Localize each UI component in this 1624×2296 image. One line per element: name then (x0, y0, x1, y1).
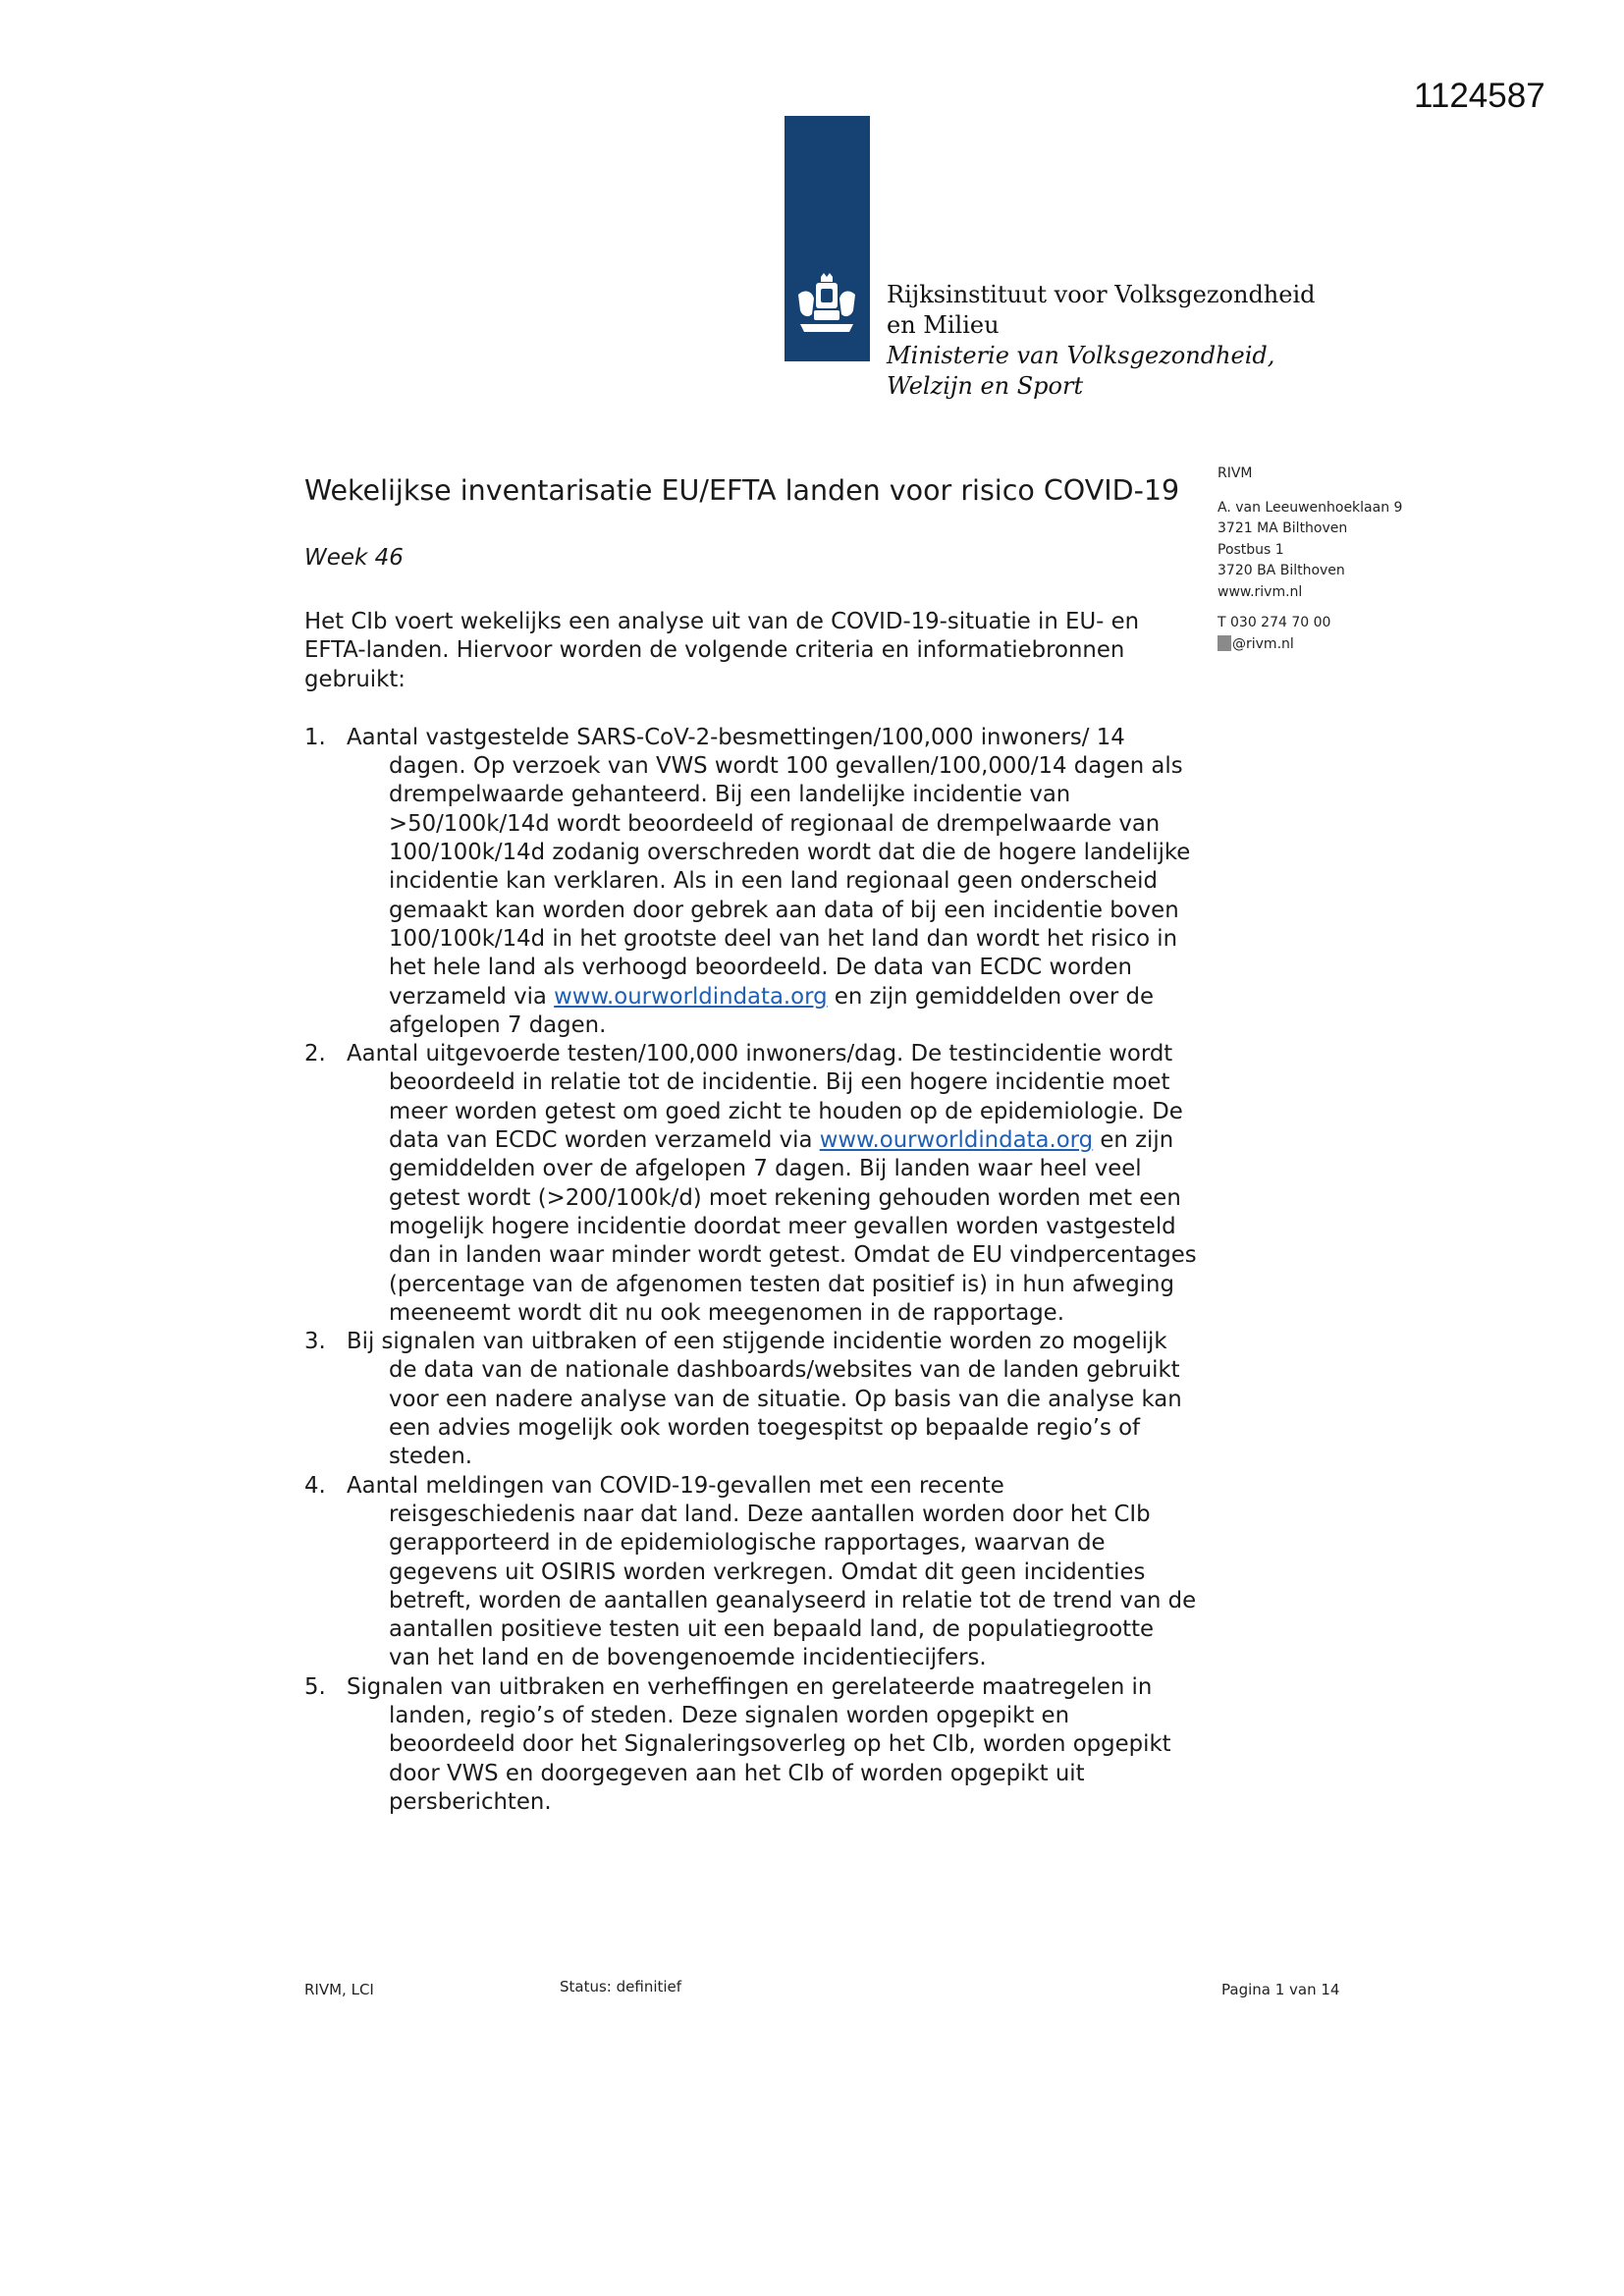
website: www.rivm.nl (1218, 583, 1303, 600)
intro-paragraph: Het CIb voert wekelijks een analyse uit van de COVID-19-situatie in EU- en EFTA-landen. Hiervoor worden de volgende criteria en informatiebronnen gebruikt: (304, 609, 1140, 692)
address-line: Postbus 1 (1218, 541, 1284, 558)
list-item (304, 1673, 1198, 1817)
address-line: A. van Leeuwenhoeklaan 9 (1218, 499, 1403, 516)
criteria-list (304, 724, 1198, 1817)
footer-page-number: Pagina 1 van 14 (1221, 1981, 1340, 1998)
org-line-1: Rijksinstituut voor Volksgezondheid (887, 281, 1316, 308)
org-line-2: en Milieu (887, 311, 1000, 339)
list-item (304, 1040, 1198, 1328)
list-number: 1. (304, 724, 326, 750)
email-suffix: @rivm.nl (1232, 635, 1294, 652)
list-item (304, 724, 1198, 1040)
ministry-line-2: Welzijn en Sport (887, 372, 1084, 400)
criterion-text: Signalen van uitbraken en verheffingen en gerelateerde maatregelen in landen, regio’s of steden. Deze signalen worden opgepikt en beoordeeld door het Signaleringsoverleg op het CIb, worden opgepikt door VWS en doorgegeven aan het CIb of worden opgepikt uit persberichten. (347, 1673, 1171, 1815)
ministry-line-1: Ministerie van Volksgezondheid, (887, 342, 1275, 369)
sender-org: RIVM (1218, 465, 1253, 481)
criterion-text: en zijn gemiddelden over de afgelopen 7 dagen. Bij landen waar heel veel getest wordt (>200/100k/d) moet rekening gehouden worden met een mogelijk hogere incidentie doordat meer gevallen worden vastgesteld dan in landen waar minder wordt getest. Omdat de EU vindpercentages (percentage van de afgenomen testen dat positief is) in hun afweging meeneemt wordt dit nu ook meegenomen in de rapportage. (389, 1127, 1197, 1326)
list-item (304, 1328, 1198, 1471)
email-address (1218, 634, 1473, 656)
organisation-name (887, 280, 1316, 402)
address-line: 3720 BA Bilthoven (1218, 563, 1345, 578)
list-number: 5. (304, 1673, 326, 1700)
criterion-text: Aantal uitgevoerde testen/100,000 inwoners/dag. De testincidentie wordt beoordeeld in relatie tot de incidentie. Bij een hogere incidentie moet meer worden getest om goed zicht te houden op de epidemiologie. De data van ECDC worden verzameld via (347, 1041, 1183, 1154)
week-label: Week 46 (304, 545, 404, 571)
sender-address-block (1218, 464, 1473, 655)
phone-number: T 030 274 70 00 (1218, 615, 1331, 630)
address-line: 3721 MA Bilthoven (1218, 520, 1348, 536)
list-item (304, 1472, 1198, 1673)
document-number: 1124587 (1414, 77, 1545, 115)
rijksoverheid-logo (785, 116, 870, 361)
criterion-text: Aantal vastgestelde SARS-CoV-2-besmettingen/100,000 inwoners/ 14 dagen. Op verzoek van VWS wordt 100 gevallen/100,000/14 dagen als drempelwaarde gehanteerd. Bij een landelijke incidentie van >50/100k/14d wordt beoordeeld of regionaal de drempelwaarde van 100/100k/14d zodanig overschreden wordt dat die de hogere landelijke incidentie kan verklaren. Als in een land regionaal geen onderscheid gemaakt kan worden door gebrek aan data of bij een incidentie boven 100/100k/14d in het grootste deel van het land dan wordt het risico in het hele land als verhoogd beoordeeld. De data van ECDC worden verzameld via (347, 724, 1191, 1010)
coat-of-arms-icon (794, 273, 859, 342)
criterion-text: en zijn gemiddelden over de afgelopen 7 dagen. (389, 983, 1154, 1038)
document-title: Wekelijkse inventarisatie EU/EFTA landen voor risico COVID-19 (304, 474, 1180, 507)
document-body (304, 476, 1198, 1817)
footer-status: Status: definitief (560, 1978, 682, 1995)
ourworldindata-link[interactable]: www.ourworldindata.org (554, 983, 828, 1010)
criterion-text: Aantal meldingen van COVID-19-gevallen met een recente reisgeschiedenis naar dat land. Deze aantallen worden door het CIb gerapporteerd in de epidemiologische rapportages, waarvan de gegevens uit OSIRIS worden verkregen. Omdat dit geen incidenties betreft, worden de aantallen geanalyseerd in relatie tot de trend van de aantallen positieve testen uit een bepaald land, de populatiegrootte van het land en de bovengenoemde incidentiecijfers. (347, 1472, 1197, 1671)
list-number: 2. (304, 1041, 326, 1067)
list-number: 3. (304, 1329, 326, 1355)
redaction-box (1218, 635, 1231, 651)
ourworldindata-link[interactable]: www.ourworldindata.org (819, 1127, 1094, 1154)
criterion-text: Bij signalen van uitbraken of een stijgende incidentie worden zo mogelijk de data van de nationale dashboards/websites van de landen gebruikt voor een nadere analyse van de situatie. Op basis van die analyse kan een advies mogelijk ook worden toegespitst op bepaalde regio’s of steden. (347, 1329, 1182, 1470)
footer-department: RIVM, LCI (304, 1981, 374, 1998)
list-number: 4. (304, 1472, 326, 1499)
